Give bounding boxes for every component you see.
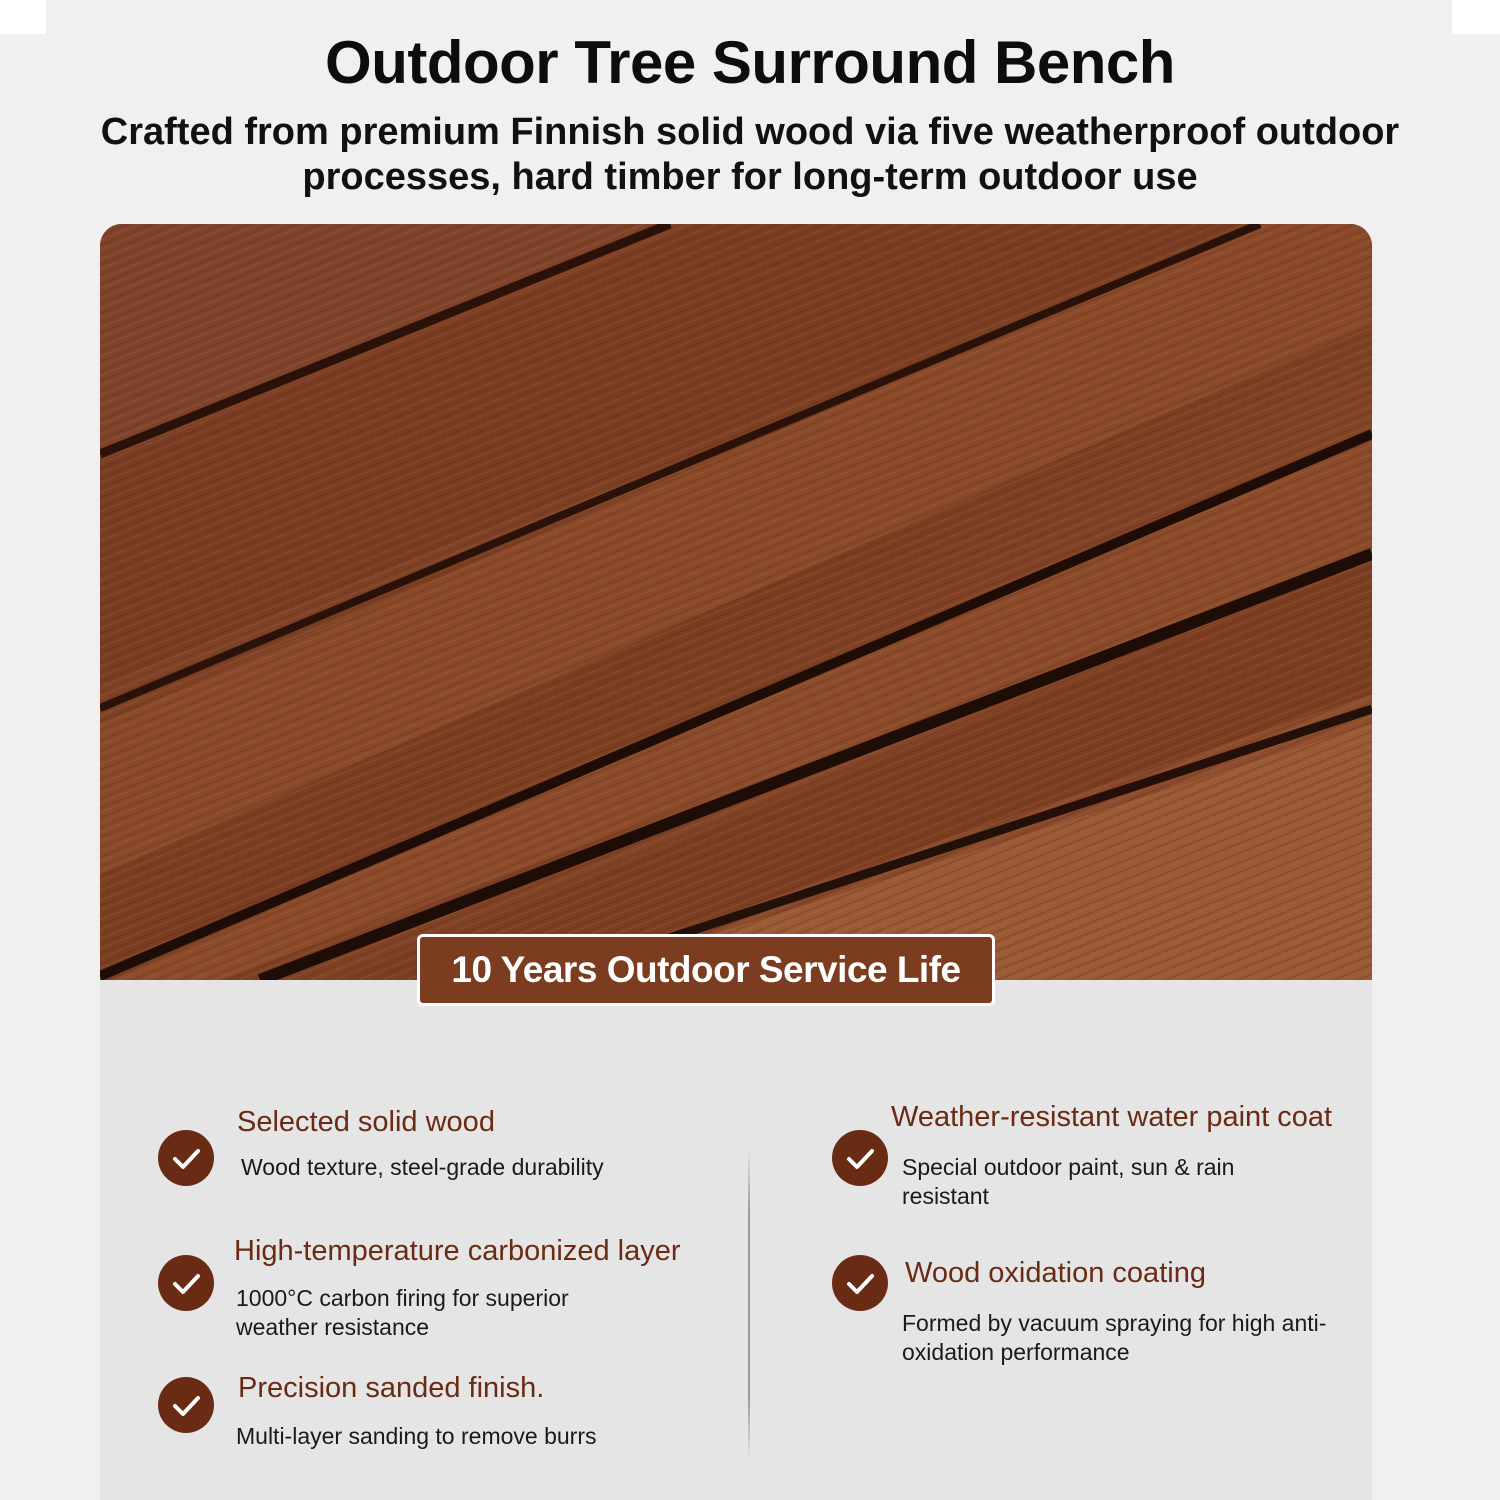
feature-title: Precision sanded finish.	[238, 1372, 545, 1404]
page-title: Outdoor Tree Surround Bench	[325, 29, 1175, 96]
wood-texture-image	[100, 224, 1372, 980]
feature-description: Multi-layer sanding to remove burrs	[236, 1423, 597, 1449]
feature-title: High-temperature carbonized layer	[234, 1235, 681, 1267]
check-icon	[158, 1255, 214, 1311]
feature-title: Weather-resistant water paint coat	[891, 1101, 1333, 1133]
check-icon	[832, 1255, 888, 1311]
feature-description: 1000°C carbon firing for superior weather resistance	[236, 1285, 569, 1340]
feature-description: Special outdoor paint, sun & rain resistant	[902, 1154, 1235, 1209]
service-life-badge: 10 Years Outdoor Service Life	[417, 934, 995, 1006]
feature-description: Formed by vacuum spraying for high anti-oxidation performance	[902, 1310, 1327, 1365]
check-icon	[158, 1130, 214, 1186]
check-icon	[832, 1130, 888, 1186]
check-icon	[158, 1377, 214, 1433]
column-divider	[748, 1150, 750, 1460]
page-subtitle: Crafted from premium Finnish solid wood via five weatherproof outdoor processes, hard timber for long-term outdoor use	[100, 111, 1400, 198]
feature-description: Wood texture, steel-grade durability	[241, 1154, 604, 1180]
feature-title: Selected solid wood	[237, 1106, 495, 1138]
feature-title: Wood oxidation coating	[905, 1257, 1206, 1289]
